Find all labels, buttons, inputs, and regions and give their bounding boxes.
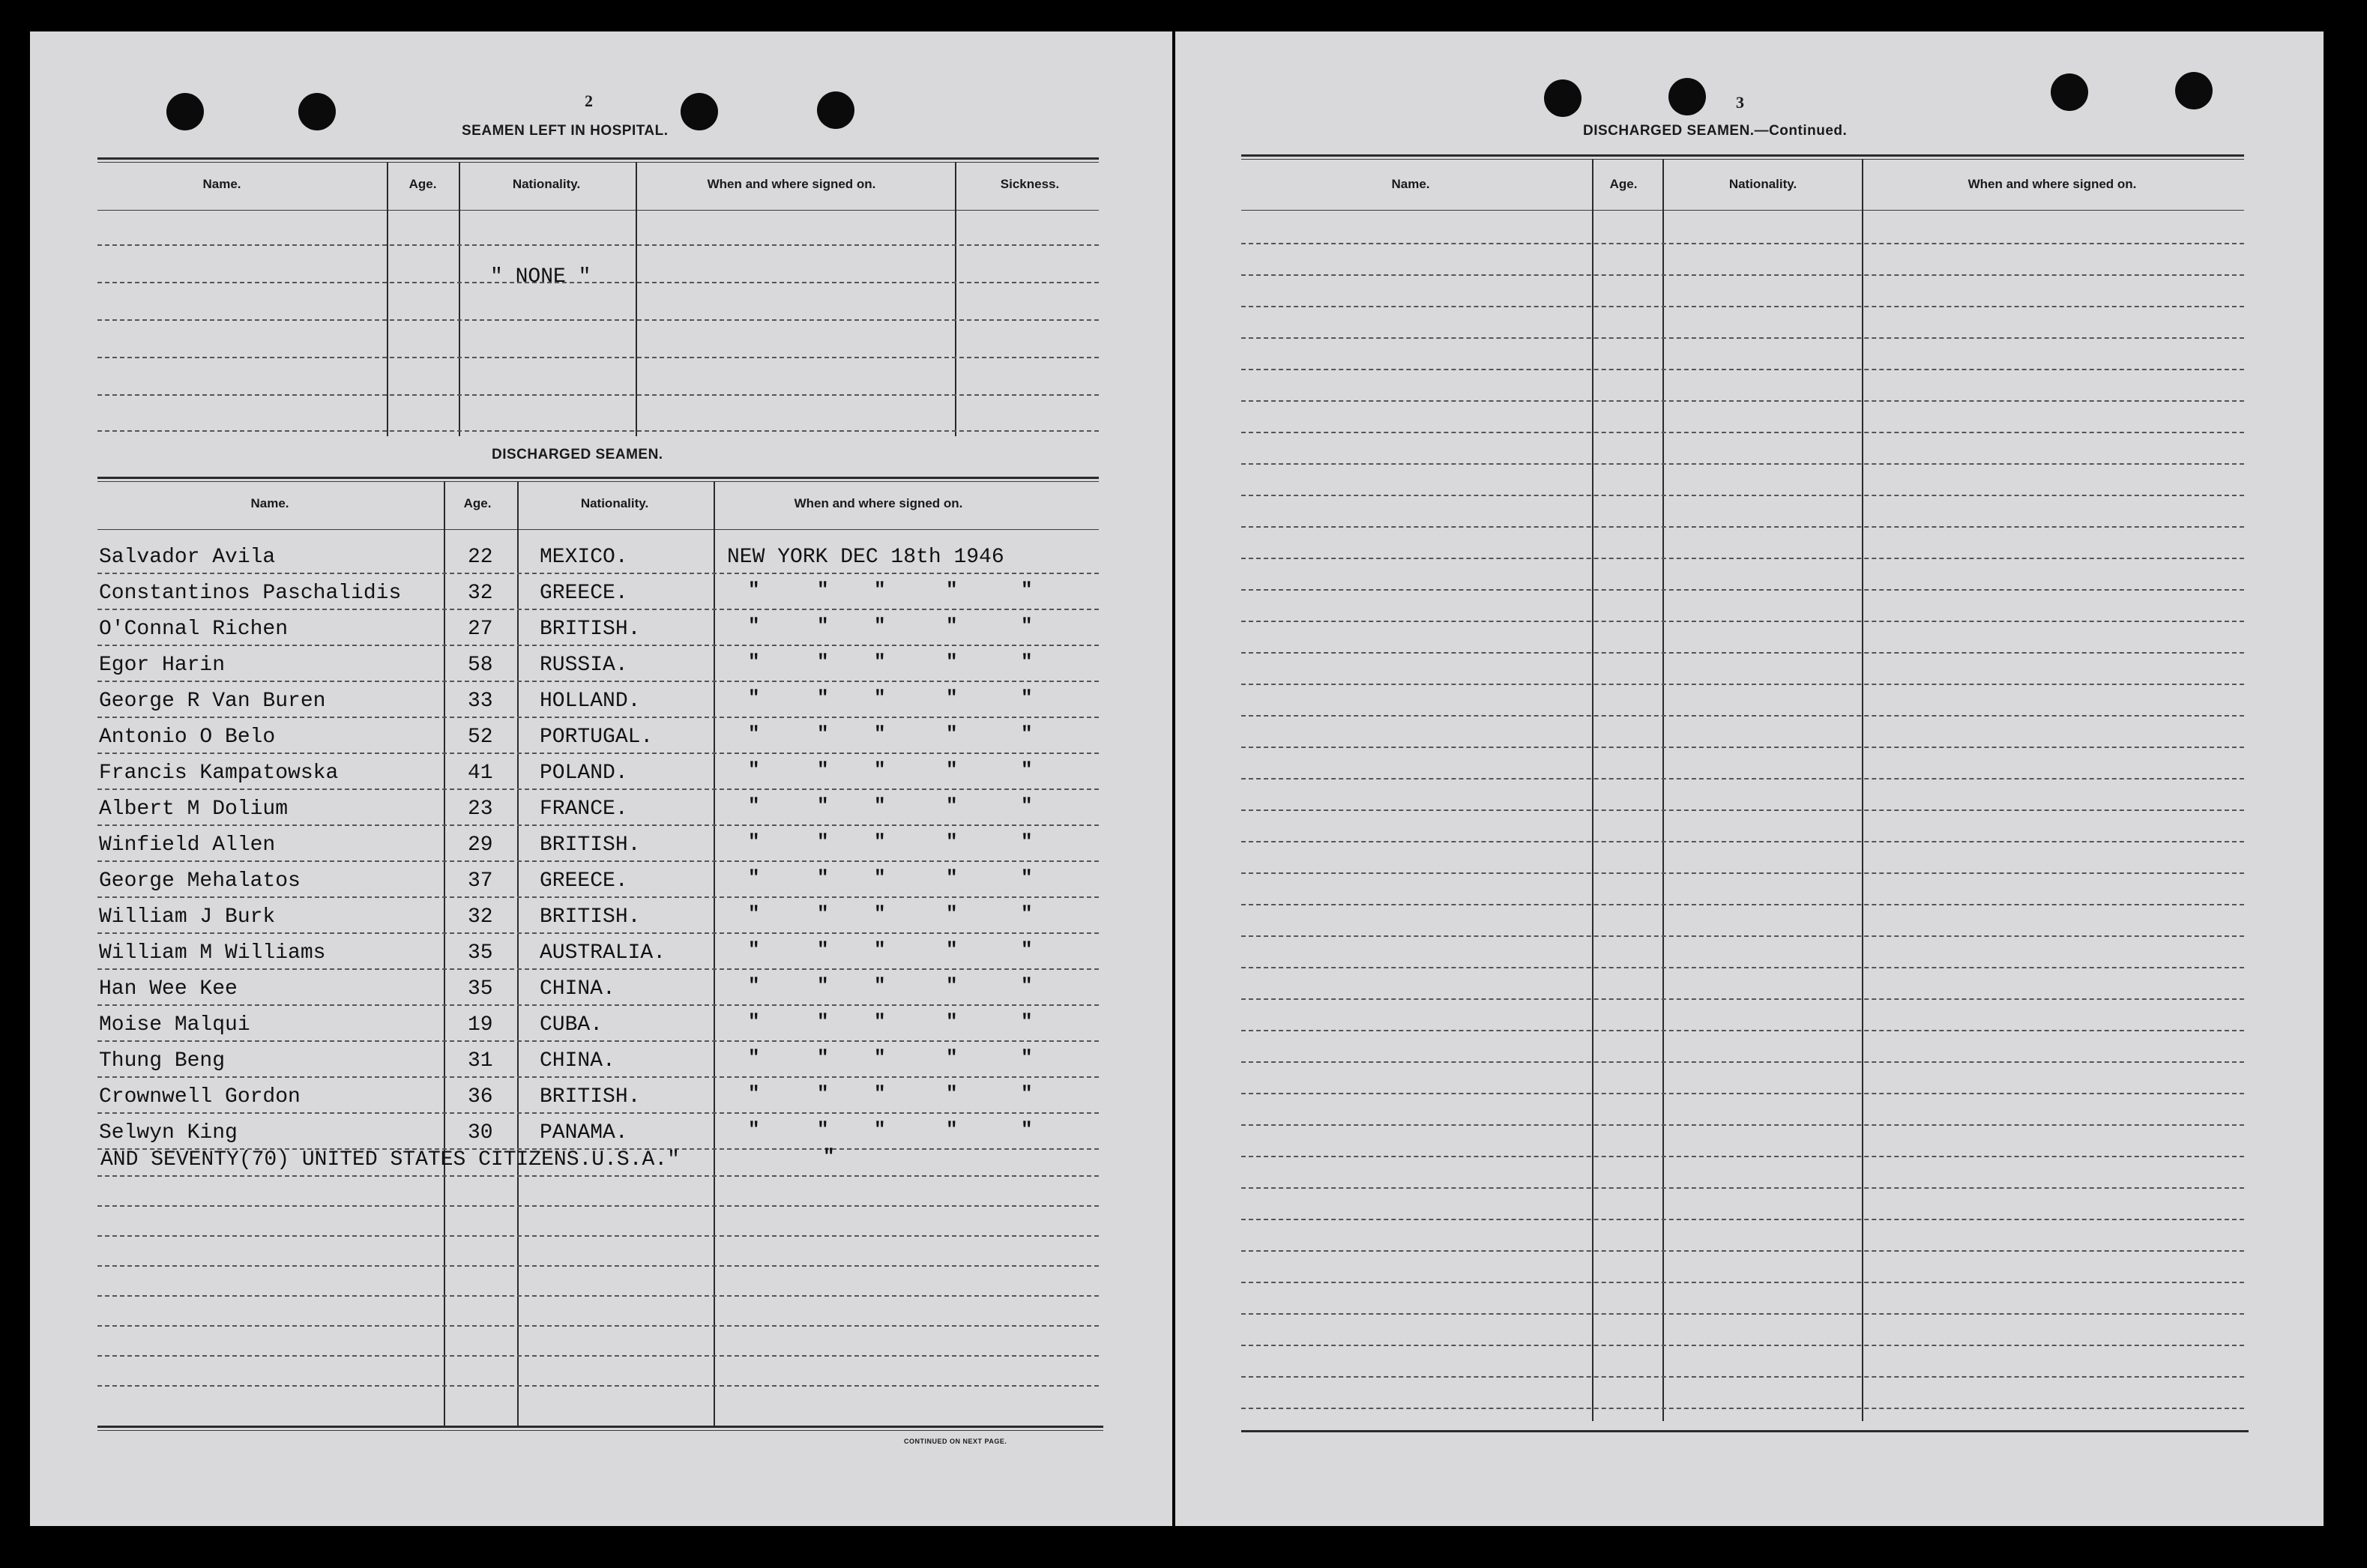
ditto-mark: " (817, 974, 829, 997)
ditto-mark: " (946, 830, 958, 853)
ruled-line (1241, 1187, 2244, 1189)
ditto-mark: " (817, 830, 829, 853)
ruled-line (97, 357, 1099, 358)
seaman-nationality: BRITISH. (540, 905, 641, 929)
ditto-mark: " (748, 902, 760, 925)
table-rule (97, 210, 1099, 211)
ruled-line (97, 430, 1099, 432)
ditto-mark: " (946, 1082, 958, 1105)
ditto-mark: " (946, 794, 958, 817)
ditto-mark: " (874, 1118, 886, 1141)
seaman-age: 30 (468, 1121, 493, 1145)
column-divider (1662, 159, 1664, 1421)
ruled-line (1241, 841, 2244, 842)
signed-on-place-date: NEW YORK DEC 18th 1946 (727, 546, 1004, 569)
ditto-mark: " (946, 902, 958, 925)
ditto-mark: " (874, 794, 886, 817)
ruled-line (97, 717, 1099, 718)
seaman-age: 41 (468, 762, 493, 785)
ditto-mark: " (1021, 902, 1033, 925)
table-rule (1241, 210, 2244, 211)
table-rule (97, 481, 1099, 482)
ditto-mark: " (817, 579, 829, 601)
ditto-mark: " (817, 687, 829, 709)
ditto-mark: " (817, 759, 829, 781)
ruled-line (1241, 1408, 2244, 1409)
seaman-nationality: HOLLAND. (540, 690, 641, 713)
ruled-line (97, 860, 1099, 862)
ditto-mark: " (748, 1118, 760, 1141)
ditto-mark: " (817, 794, 829, 817)
ditto-mark: " (1021, 938, 1033, 961)
ditto-mark: " (946, 938, 958, 961)
ruled-line (1241, 1282, 2244, 1283)
ruled-line (1241, 558, 2244, 559)
seaman-name: William M Williams (99, 941, 326, 965)
ruled-line (1241, 904, 2244, 905)
ditto-mark: " (1021, 866, 1033, 889)
table-rule (97, 1426, 1103, 1428)
seaman-name: George R Van Buren (99, 690, 326, 713)
punch-hole (681, 93, 718, 130)
ditto-mark: " (946, 1046, 958, 1069)
continued-note: CONTINUED ON NEXT PAGE. (904, 1438, 1007, 1445)
ditto-mark: " (748, 759, 760, 781)
ruled-line (97, 753, 1099, 754)
seaman-age: 31 (468, 1049, 493, 1073)
ruled-line (1241, 967, 2244, 968)
seaman-age: 32 (468, 582, 493, 605)
punch-hole (2051, 73, 2088, 111)
table-rule (97, 529, 1099, 530)
ruled-line (97, 282, 1099, 283)
seaman-nationality: PORTUGAL. (540, 726, 654, 749)
seaman-age: 32 (468, 905, 493, 929)
punch-hole (298, 93, 336, 130)
ditto-mark: " (874, 1010, 886, 1033)
discharged-section-title: DISCHARGED SEAMEN. (492, 447, 663, 462)
punch-hole (817, 91, 854, 129)
table-rule (97, 477, 1099, 479)
ditto-mark: " (817, 938, 829, 961)
ruled-line (1241, 1093, 2244, 1094)
header-name: Name. (202, 177, 241, 191)
ruled-line (97, 932, 1099, 934)
ditto-mark: " (817, 866, 829, 889)
ruled-line (97, 788, 1099, 790)
ruled-line (97, 319, 1099, 321)
ditto-mark: " (946, 1010, 958, 1033)
ditto-mark: " (1021, 1010, 1033, 1033)
header-signed-on: When and where signed on. (794, 496, 963, 510)
ditto-mark: " (1021, 1082, 1033, 1105)
ruled-line (97, 394, 1099, 396)
page-number: 2 (585, 91, 593, 110)
seaman-name: Winfield Allen (99, 833, 276, 857)
seaman-name: O'Connal Richen (99, 618, 289, 641)
ruled-line (1241, 1250, 2244, 1252)
seaman-name: Crownwell Gordon (99, 1085, 301, 1109)
ruled-line (97, 896, 1099, 898)
ditto-mark: " (874, 687, 886, 709)
seaman-age: 37 (468, 869, 493, 893)
ditto-mark: " (1021, 794, 1033, 817)
ditto-mark: " (748, 974, 760, 997)
seaman-nationality: CHINA. (540, 1049, 615, 1073)
ruled-line (1241, 684, 2244, 685)
ditto-mark: " (946, 579, 958, 601)
ditto-mark: " (1021, 1046, 1033, 1069)
ditto-mark: " (748, 1010, 760, 1033)
seaman-nationality: POLAND. (540, 762, 628, 785)
ruled-line (1241, 274, 2244, 276)
ruled-line (1241, 589, 2244, 591)
continued-section-title: DISCHARGED SEAMEN.—Continued. (1583, 123, 1848, 139)
ruled-line (1241, 526, 2244, 528)
seaman-name: Selwyn King (99, 1121, 238, 1145)
seaman-nationality: MEXICO. (540, 546, 628, 569)
ruled-line (97, 1355, 1099, 1357)
ruled-line (1241, 809, 2244, 811)
header-nationality: Nationality. (1728, 177, 1797, 191)
seaman-age: 35 (468, 941, 493, 965)
ditto-mark: " (817, 723, 829, 745)
seaman-age: 52 (468, 726, 493, 749)
ditto-mark: " (748, 651, 760, 673)
header-sickness: Sickness. (1000, 177, 1060, 191)
ditto-mark: " (748, 866, 760, 889)
ditto-mark: " (874, 579, 886, 601)
page-number: 3 (1736, 93, 1744, 112)
seaman-age: 23 (468, 797, 493, 821)
ruled-line (1241, 652, 2244, 654)
table-rule (97, 157, 1099, 160)
table-rule (1241, 159, 2244, 160)
seaman-name: Francis Kampatowska (99, 762, 339, 785)
ruled-line (97, 1040, 1099, 1042)
ditto-mark: " (946, 1118, 958, 1141)
seaman-name: Albert M Dolium (99, 797, 289, 821)
ruled-line (1241, 872, 2244, 874)
ruled-line (1241, 337, 2244, 339)
seaman-name: Thung Beng (99, 1049, 226, 1073)
ruled-line (97, 1235, 1099, 1237)
ruled-line (1241, 621, 2244, 622)
seaman-age: 35 (468, 977, 493, 1001)
column-divider (1862, 159, 1863, 1421)
seaman-nationality: GREECE. (540, 869, 628, 893)
ditto-mark: " (748, 938, 760, 961)
ruled-line (1241, 1124, 2244, 1126)
ruled-line (1241, 306, 2244, 307)
ruled-line (1241, 935, 2244, 937)
ruled-line (97, 1295, 1099, 1297)
seaman-nationality: PANAMA. (540, 1121, 628, 1145)
column-divider (517, 481, 519, 1427)
ruled-line (97, 1004, 1099, 1006)
ruled-line (1241, 1156, 2244, 1157)
ditto-mark: " (817, 1118, 829, 1141)
ruled-line (1241, 1030, 2244, 1031)
header-name: Name. (250, 496, 289, 510)
ditto-mark: " (748, 794, 760, 817)
ditto-mark: " (946, 615, 958, 637)
hospital-section-title: SEAMEN LEFT IN HOSPITAL. (462, 123, 669, 139)
seaman-age: 22 (468, 546, 493, 569)
ditto-mark: " (874, 759, 886, 781)
ruled-line (1241, 715, 2244, 717)
ruled-line (1241, 432, 2244, 433)
ruled-line (1241, 495, 2244, 496)
ditto-mark: " (946, 866, 958, 889)
ruled-line (97, 824, 1099, 826)
header-signed-on: When and where signed on. (1968, 177, 2137, 191)
seaman-nationality: BRITISH. (540, 833, 641, 857)
ditto-mark: " (748, 1082, 760, 1105)
ditto-mark: " (1021, 830, 1033, 853)
seaman-age: 36 (468, 1085, 493, 1109)
header-age: Age. (1609, 177, 1638, 191)
ruled-line (97, 1175, 1099, 1177)
ruled-line (1241, 998, 2244, 1000)
ruled-line (1241, 1219, 2244, 1220)
ruled-line (97, 645, 1099, 646)
ditto-mark: " (874, 974, 886, 997)
header-age: Age. (463, 496, 492, 510)
ruled-line (97, 1076, 1099, 1078)
ruled-line (1241, 778, 2244, 780)
ruled-line (97, 681, 1099, 682)
column-divider (444, 481, 445, 1427)
ditto-mark: " (874, 902, 886, 925)
ruled-line (97, 573, 1099, 574)
ditto-mark: " (748, 615, 760, 637)
header-signed-on: When and where signed on. (707, 177, 876, 191)
seaman-nationality: CUBA. (540, 1013, 603, 1037)
ditto-mark: " (874, 615, 886, 637)
ditto-mark: " (817, 1010, 829, 1033)
punch-hole (2175, 72, 2213, 109)
ruled-line (1241, 369, 2244, 370)
ditto-mark: " (748, 579, 760, 601)
seaman-name: Egor Harin (99, 654, 226, 677)
summary-line: AND SEVENTY(70) UNITED STATES CITIZENS.U.S.A." (100, 1148, 680, 1172)
ruled-line (97, 1205, 1099, 1207)
ruled-line (1241, 747, 2244, 748)
ditto-mark: " (748, 1046, 760, 1069)
ditto-mark: " (874, 830, 886, 853)
table-rule (97, 1430, 1103, 1431)
table-rule (1241, 154, 2244, 157)
table-rule (97, 162, 1099, 163)
seaman-nationality: CHINA. (540, 977, 615, 1001)
ditto-mark: " (748, 723, 760, 745)
seaman-name: Moise Malqui (99, 1013, 250, 1037)
punch-hole (1544, 79, 1581, 117)
ruled-line (97, 1265, 1099, 1267)
seaman-age: 58 (468, 654, 493, 677)
ditto-mark: " (1021, 1118, 1033, 1141)
ditto-mark: " (748, 687, 760, 709)
header-nationality: Nationality. (512, 177, 581, 191)
ditto-mark: " (874, 938, 886, 961)
seaman-nationality: FRANCE. (540, 797, 628, 821)
ditto-mark: " (1021, 723, 1033, 745)
seaman-name: Han Wee Kee (99, 977, 238, 1001)
seaman-name: Antonio O Belo (99, 726, 276, 749)
seaman-name: Salvador Avila (99, 546, 276, 569)
ruled-line (97, 1385, 1099, 1387)
ruled-line (97, 1325, 1099, 1327)
ditto-mark: " (1021, 651, 1033, 673)
seaman-nationality: AUSTRALIA. (540, 941, 666, 965)
ruled-line (1241, 1061, 2244, 1063)
ditto-mark: " (874, 866, 886, 889)
ruled-line (1241, 1313, 2244, 1315)
ditto-mark: " (946, 759, 958, 781)
header-nationality: Nationality. (580, 496, 649, 510)
seaman-name: Constantinos Paschalidis (99, 582, 402, 605)
seaman-nationality: GREECE. (540, 582, 628, 605)
seaman-nationality: RUSSIA. (540, 654, 628, 677)
seaman-nationality: BRITISH. (540, 1085, 641, 1109)
hospital-entry-none: " NONE " (490, 265, 591, 289)
header-name: Name. (1391, 177, 1430, 191)
ruled-line (1241, 1376, 2244, 1378)
punch-hole (166, 93, 204, 130)
column-divider (714, 481, 715, 1427)
seaman-age: 29 (468, 833, 493, 857)
ditto-mark: " (874, 651, 886, 673)
ditto-mark: " (946, 974, 958, 997)
ditto-mark: " (1021, 687, 1033, 709)
seaman-name: William J Burk (99, 905, 276, 929)
seaman-nationality: BRITISH. (540, 618, 641, 641)
ditto-mark: " (874, 1082, 886, 1105)
ditto-mark: " (946, 651, 958, 673)
ditto-mark: " (817, 1046, 829, 1069)
ruled-line (1241, 400, 2244, 402)
ruled-line (1241, 1345, 2244, 1346)
ditto-mark: " (874, 723, 886, 745)
ditto-mark: " (946, 723, 958, 745)
ditto-mark: " (1021, 759, 1033, 781)
ditto-mark: " (817, 1082, 829, 1105)
ruled-line (1241, 463, 2244, 465)
ditto-mark: " (874, 1046, 886, 1069)
header-age: Age. (408, 177, 437, 191)
seaman-name: George Mehalatos (99, 869, 301, 893)
ditto-mark: " (748, 830, 760, 853)
ruled-line (97, 244, 1099, 246)
ditto-mark: " (1021, 579, 1033, 601)
ditto-mark: " (817, 902, 829, 925)
seaman-age: 33 (468, 690, 493, 713)
ditto-mark: " (946, 687, 958, 709)
column-divider (1592, 159, 1593, 1421)
ruled-line (97, 968, 1099, 970)
seaman-age: 27 (468, 618, 493, 641)
punch-hole (1668, 78, 1706, 115)
ditto-mark: " (817, 615, 829, 637)
ruled-line (97, 1112, 1099, 1114)
ditto-mark: " (1021, 615, 1033, 637)
ditto-mark: " (823, 1145, 835, 1168)
ruled-line (97, 609, 1099, 610)
ditto-mark: " (1021, 974, 1033, 997)
ruled-line (1241, 243, 2244, 244)
seaman-age: 19 (468, 1013, 493, 1037)
table-rule (1241, 1430, 2249, 1432)
ditto-mark: " (817, 651, 829, 673)
